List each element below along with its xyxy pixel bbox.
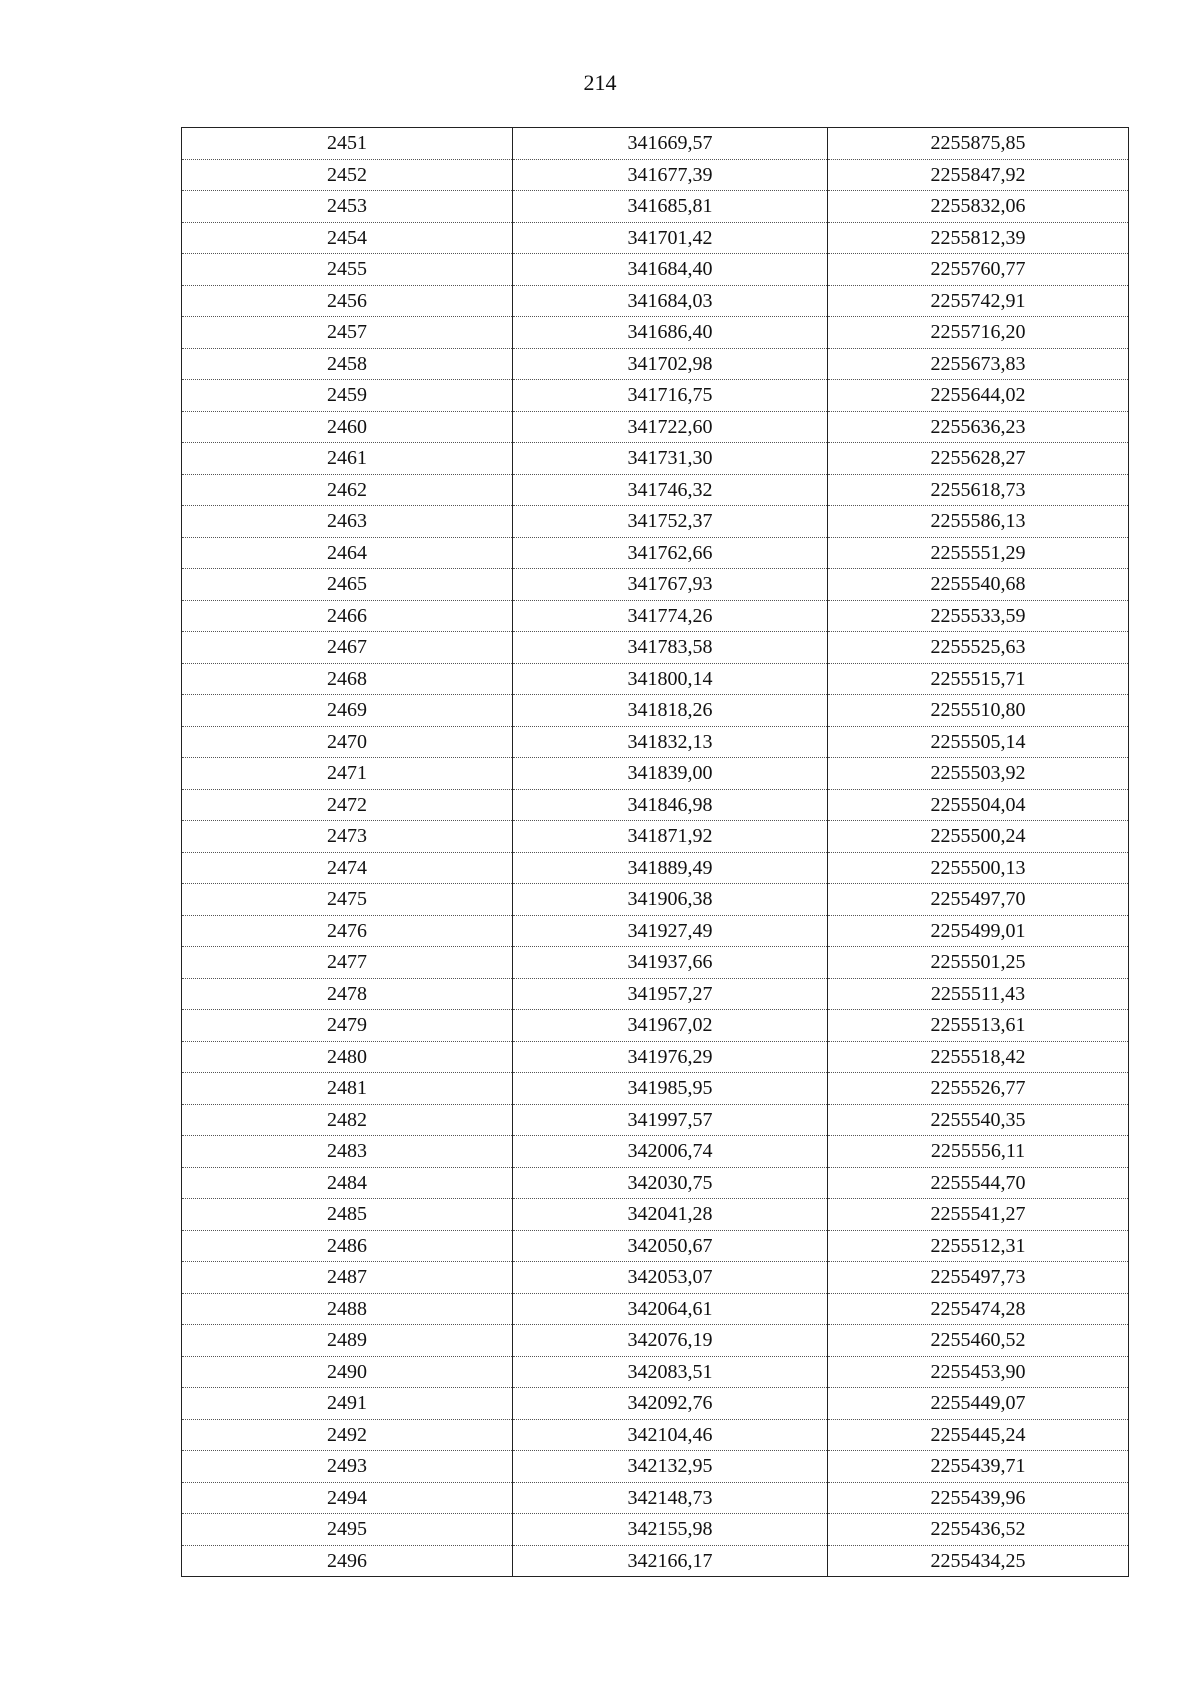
point-number-cell: 2474 [182,852,513,884]
point-number-cell: 2460 [182,411,513,443]
x-coordinate-cell: 341669,57 [513,128,828,160]
point-number-cell: 2481 [182,1073,513,1105]
x-coordinate-cell: 341976,29 [513,1041,828,1073]
point-number-cell: 2465 [182,569,513,601]
y-coordinate-cell: 2255504,04 [828,789,1129,821]
y-coordinate-cell: 2255510,80 [828,695,1129,727]
table-row [182,600,1129,632]
table-row [182,1293,1129,1325]
x-coordinate-cell: 341731,30 [513,443,828,475]
point-number-cell: 2453 [182,191,513,223]
y-coordinate-cell: 2255497,70 [828,884,1129,916]
y-coordinate-cell: 2255525,63 [828,632,1129,664]
y-coordinate-cell: 2255500,24 [828,821,1129,853]
x-coordinate-cell: 341937,66 [513,947,828,979]
table-row [182,1199,1129,1231]
x-coordinate-cell: 342053,07 [513,1262,828,1294]
table-row [182,915,1129,947]
table-row [182,474,1129,506]
table-row [182,191,1129,223]
y-coordinate-cell: 2255847,92 [828,159,1129,191]
table-row [182,726,1129,758]
table-row [182,1041,1129,1073]
x-coordinate-cell: 341889,49 [513,852,828,884]
x-coordinate-cell: 341818,26 [513,695,828,727]
table-row [182,1230,1129,1262]
x-coordinate-cell: 341967,02 [513,1010,828,1042]
point-number-cell: 2466 [182,600,513,632]
x-coordinate-cell: 342041,28 [513,1199,828,1231]
x-coordinate-cell: 341839,00 [513,758,828,790]
y-coordinate-cell: 2255556,11 [828,1136,1129,1168]
y-coordinate-cell: 2255526,77 [828,1073,1129,1105]
x-coordinate-cell: 341684,03 [513,285,828,317]
y-coordinate-cell: 2255586,13 [828,506,1129,538]
table-row [182,852,1129,884]
y-coordinate-cell: 2255628,27 [828,443,1129,475]
x-coordinate-cell: 342148,73 [513,1482,828,1514]
y-coordinate-cell: 2255541,27 [828,1199,1129,1231]
y-coordinate-cell: 2255511,43 [828,978,1129,1010]
table-row [182,663,1129,695]
y-coordinate-cell: 2255812,39 [828,222,1129,254]
x-coordinate-cell: 341762,66 [513,537,828,569]
y-coordinate-cell: 2255453,90 [828,1356,1129,1388]
table-row [182,884,1129,916]
x-coordinate-cell: 341846,98 [513,789,828,821]
y-coordinate-cell: 2255544,70 [828,1167,1129,1199]
point-number-cell: 2486 [182,1230,513,1262]
y-coordinate-cell: 2255644,02 [828,380,1129,412]
table-row [182,1514,1129,1546]
point-number-cell: 2483 [182,1136,513,1168]
y-coordinate-cell: 2255449,07 [828,1388,1129,1420]
x-coordinate-cell: 342132,95 [513,1451,828,1483]
table-row [182,758,1129,790]
y-coordinate-cell: 2255434,25 [828,1545,1129,1577]
y-coordinate-cell: 2255445,24 [828,1419,1129,1451]
table-row [182,1325,1129,1357]
point-number-cell: 2451 [182,128,513,160]
point-number-cell: 2477 [182,947,513,979]
y-coordinate-cell: 2255499,01 [828,915,1129,947]
point-number-cell: 2464 [182,537,513,569]
x-coordinate-cell: 341957,27 [513,978,828,1010]
table-row [182,443,1129,475]
x-coordinate-cell: 342006,74 [513,1136,828,1168]
point-number-cell: 2482 [182,1104,513,1136]
point-number-cell: 2468 [182,663,513,695]
coordinates-table-body [182,128,1129,1577]
point-number-cell: 2472 [182,789,513,821]
point-number-cell: 2470 [182,726,513,758]
y-coordinate-cell: 2255875,85 [828,128,1129,160]
x-coordinate-cell: 341701,42 [513,222,828,254]
point-number-cell: 2489 [182,1325,513,1357]
x-coordinate-cell: 342064,61 [513,1293,828,1325]
point-number-cell: 2463 [182,506,513,538]
y-coordinate-cell: 2255439,96 [828,1482,1129,1514]
point-number-cell: 2480 [182,1041,513,1073]
point-number-cell: 2473 [182,821,513,853]
x-coordinate-cell: 341677,39 [513,159,828,191]
table-row [182,380,1129,412]
point-number-cell: 2495 [182,1514,513,1546]
point-number-cell: 2496 [182,1545,513,1577]
y-coordinate-cell: 2255540,35 [828,1104,1129,1136]
x-coordinate-cell: 341871,92 [513,821,828,853]
x-coordinate-cell: 342092,76 [513,1388,828,1420]
table-row [182,569,1129,601]
table-row [182,1419,1129,1451]
y-coordinate-cell: 2255540,68 [828,569,1129,601]
y-coordinate-cell: 2255673,83 [828,348,1129,380]
table-row [182,1073,1129,1105]
table-row [182,1104,1129,1136]
x-coordinate-cell: 342083,51 [513,1356,828,1388]
y-coordinate-cell: 2255460,52 [828,1325,1129,1357]
table-row [182,1388,1129,1420]
point-number-cell: 2452 [182,159,513,191]
point-number-cell: 2488 [182,1293,513,1325]
point-number-cell: 2492 [182,1419,513,1451]
point-number-cell: 2457 [182,317,513,349]
point-number-cell: 2454 [182,222,513,254]
point-number-cell: 2485 [182,1199,513,1231]
x-coordinate-cell: 341685,81 [513,191,828,223]
point-number-cell: 2455 [182,254,513,286]
y-coordinate-cell: 2255436,52 [828,1514,1129,1546]
point-number-cell: 2476 [182,915,513,947]
table-row [182,317,1129,349]
y-coordinate-cell: 2255533,59 [828,600,1129,632]
point-number-cell: 2458 [182,348,513,380]
y-coordinate-cell: 2255474,28 [828,1293,1129,1325]
x-coordinate-cell: 341783,58 [513,632,828,664]
x-coordinate-cell: 342166,17 [513,1545,828,1577]
y-coordinate-cell: 2255716,20 [828,317,1129,349]
table-row [182,695,1129,727]
y-coordinate-cell: 2255551,29 [828,537,1129,569]
x-coordinate-cell: 342076,19 [513,1325,828,1357]
table-row [182,254,1129,286]
y-coordinate-cell: 2255742,91 [828,285,1129,317]
y-coordinate-cell: 2255515,71 [828,663,1129,695]
table-row [182,222,1129,254]
point-number-cell: 2484 [182,1167,513,1199]
table-row [182,789,1129,821]
table-row [182,1545,1129,1577]
x-coordinate-cell: 341832,13 [513,726,828,758]
point-number-cell: 2469 [182,695,513,727]
coordinates-table [181,127,1129,1577]
table-row [182,159,1129,191]
y-coordinate-cell: 2255618,73 [828,474,1129,506]
x-coordinate-cell: 341774,26 [513,600,828,632]
x-coordinate-cell: 341722,60 [513,411,828,443]
point-number-cell: 2459 [182,380,513,412]
y-coordinate-cell: 2255505,14 [828,726,1129,758]
x-coordinate-cell: 342030,75 [513,1167,828,1199]
x-coordinate-cell: 341716,75 [513,380,828,412]
table-row [182,947,1129,979]
table-row [182,1356,1129,1388]
table-row [182,1010,1129,1042]
x-coordinate-cell: 341906,38 [513,884,828,916]
y-coordinate-cell: 2255518,42 [828,1041,1129,1073]
table-row [182,1136,1129,1168]
y-coordinate-cell: 2255832,06 [828,191,1129,223]
table-row [182,632,1129,664]
table-row [182,128,1129,160]
table-row [182,821,1129,853]
point-number-cell: 2475 [182,884,513,916]
table-row [182,1482,1129,1514]
table-row [182,506,1129,538]
point-number-cell: 2494 [182,1482,513,1514]
x-coordinate-cell: 342104,46 [513,1419,828,1451]
x-coordinate-cell: 341702,98 [513,348,828,380]
point-number-cell: 2487 [182,1262,513,1294]
table-row [182,1167,1129,1199]
table-row [182,978,1129,1010]
x-coordinate-cell: 341684,40 [513,254,828,286]
x-coordinate-cell: 341927,49 [513,915,828,947]
table-row [182,348,1129,380]
point-number-cell: 2467 [182,632,513,664]
y-coordinate-cell: 2255439,71 [828,1451,1129,1483]
point-number-cell: 2462 [182,474,513,506]
y-coordinate-cell: 2255512,31 [828,1230,1129,1262]
table-row [182,537,1129,569]
x-coordinate-cell: 341752,37 [513,506,828,538]
y-coordinate-cell: 2255503,92 [828,758,1129,790]
x-coordinate-cell: 341686,40 [513,317,828,349]
point-number-cell: 2478 [182,978,513,1010]
x-coordinate-cell: 341767,93 [513,569,828,601]
point-number-cell: 2479 [182,1010,513,1042]
table-row [182,1262,1129,1294]
x-coordinate-cell: 341746,32 [513,474,828,506]
page-number: 214 [583,70,617,95]
y-coordinate-cell: 2255513,61 [828,1010,1129,1042]
x-coordinate-cell: 341997,57 [513,1104,828,1136]
table-row [182,1451,1129,1483]
y-coordinate-cell: 2255497,73 [828,1262,1129,1294]
table-row [182,285,1129,317]
point-number-cell: 2490 [182,1356,513,1388]
point-number-cell: 2471 [182,758,513,790]
x-coordinate-cell: 341985,95 [513,1073,828,1105]
x-coordinate-cell: 342155,98 [513,1514,828,1546]
y-coordinate-cell: 2255760,77 [828,254,1129,286]
y-coordinate-cell: 2255636,23 [828,411,1129,443]
table-row [182,411,1129,443]
x-coordinate-cell: 341800,14 [513,663,828,695]
x-coordinate-cell: 342050,67 [513,1230,828,1262]
point-number-cell: 2456 [182,285,513,317]
y-coordinate-cell: 2255500,13 [828,852,1129,884]
point-number-cell: 2491 [182,1388,513,1420]
y-coordinate-cell: 2255501,25 [828,947,1129,979]
point-number-cell: 2493 [182,1451,513,1483]
point-number-cell: 2461 [182,443,513,475]
